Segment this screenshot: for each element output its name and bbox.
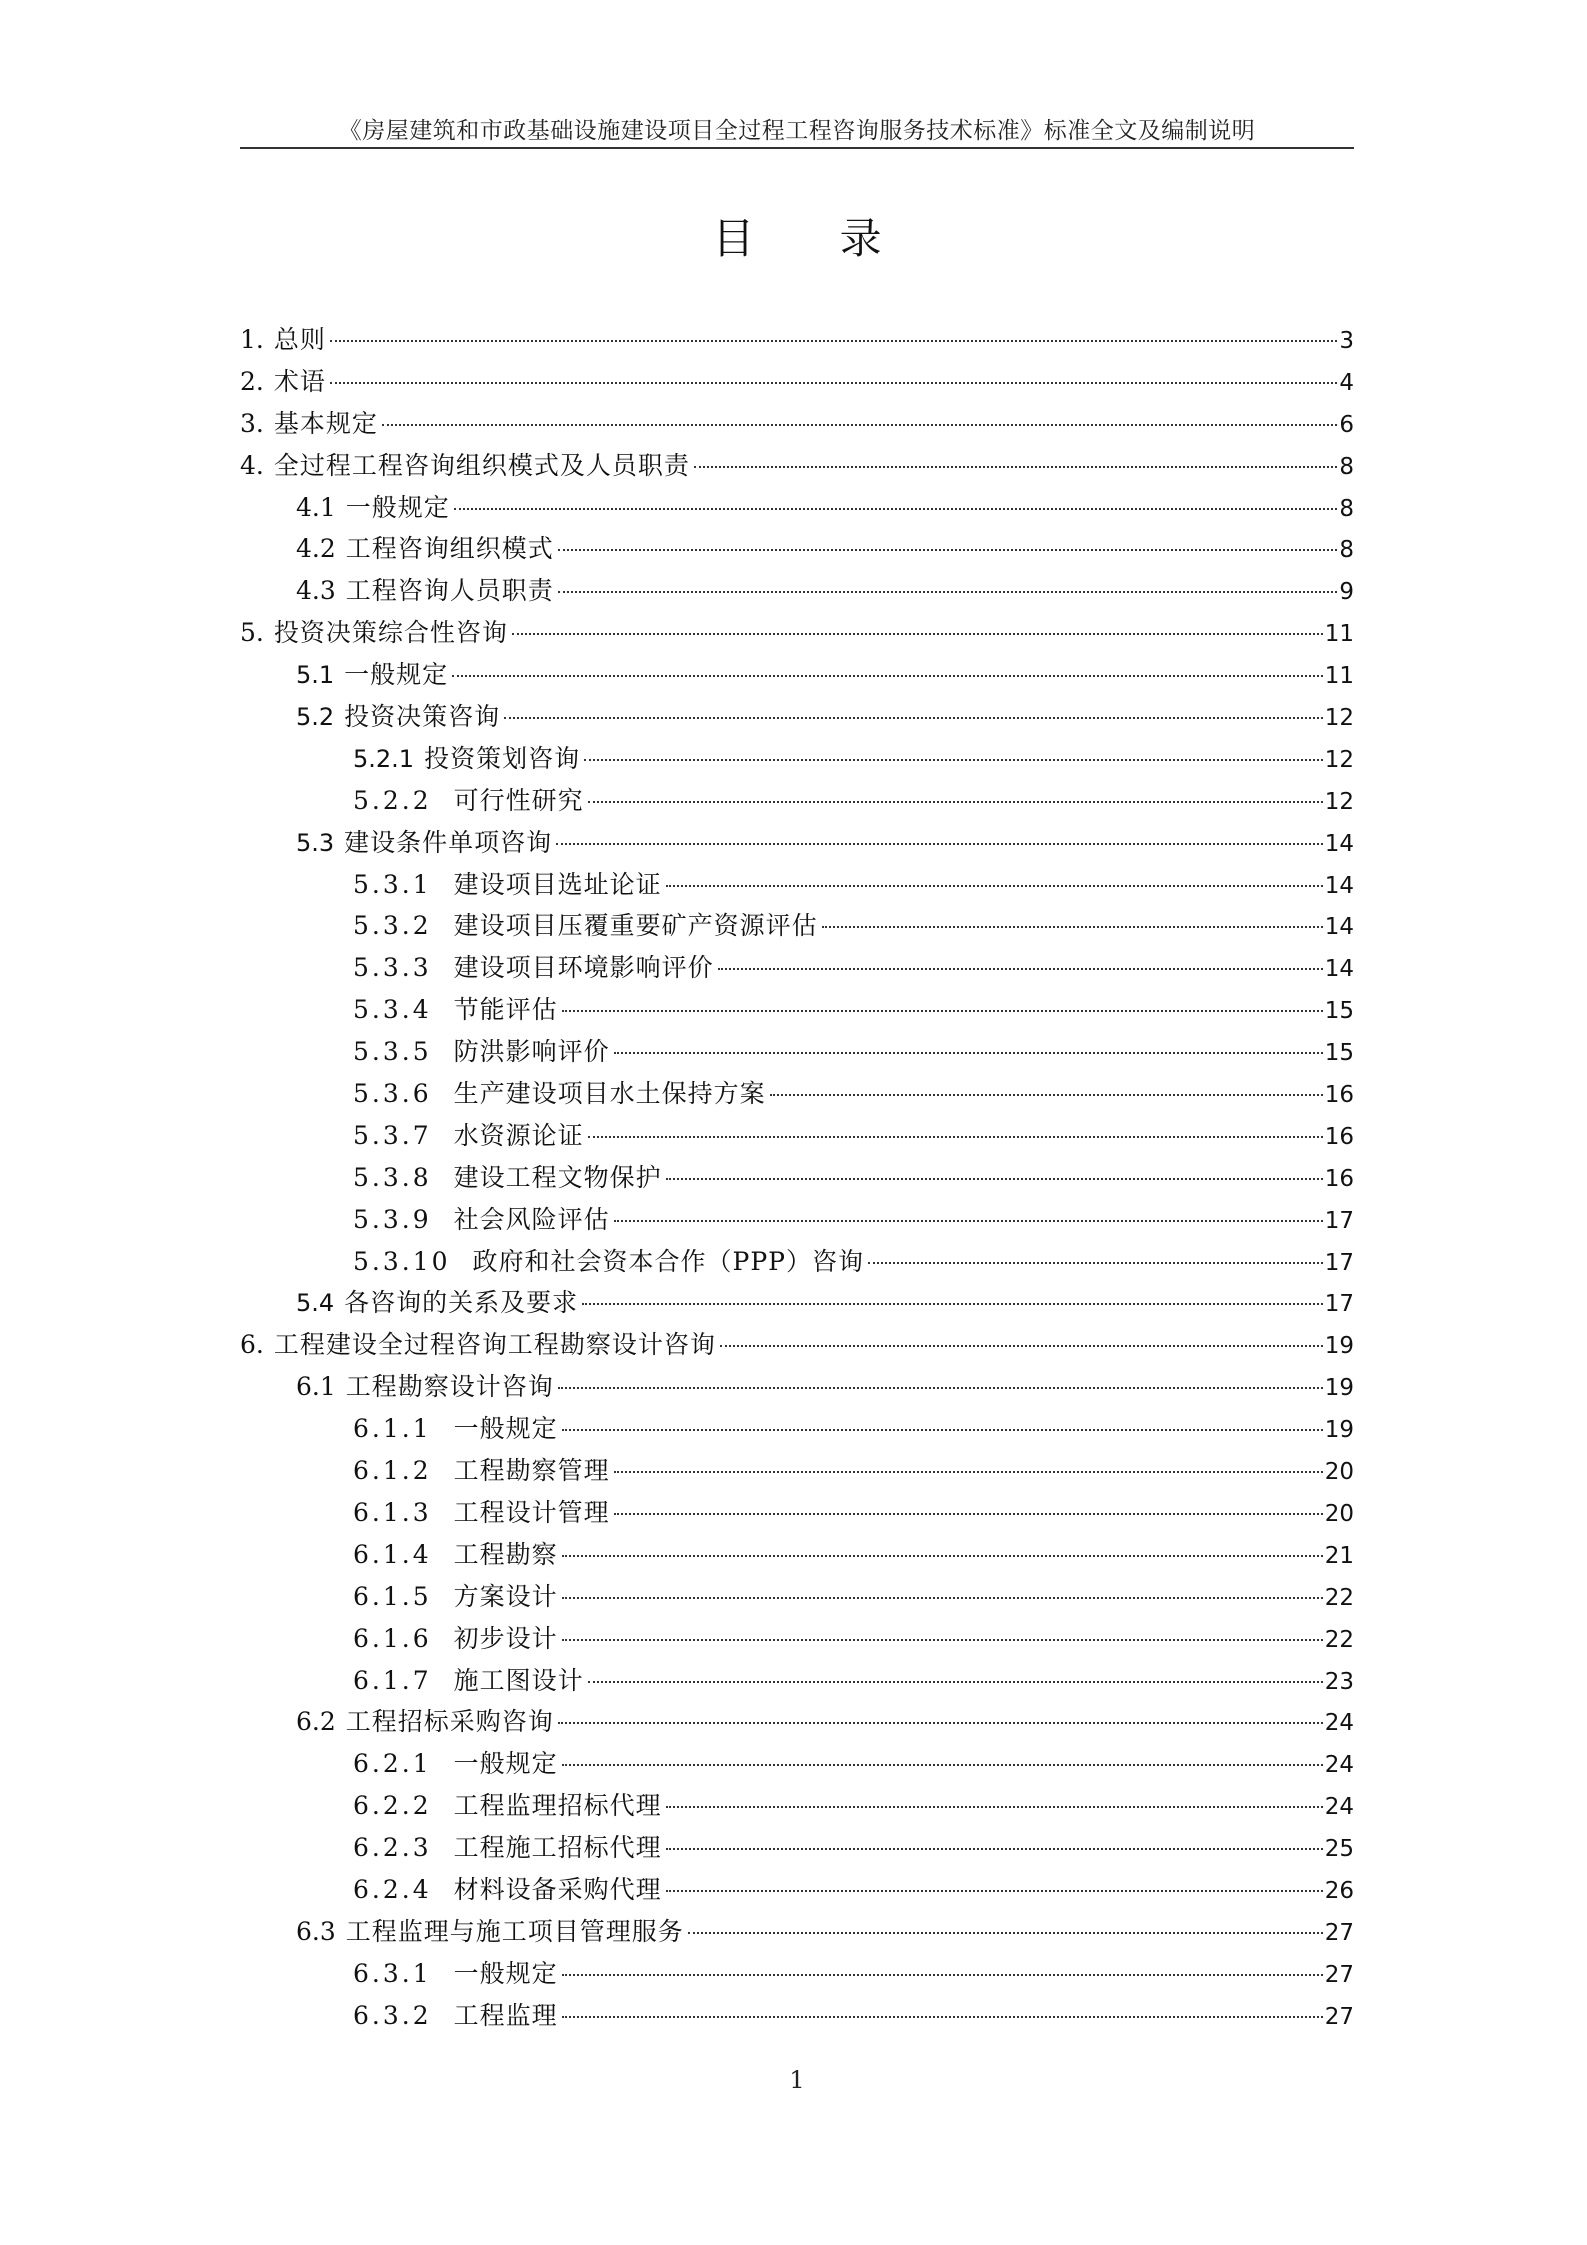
toc-number: 6.1 [296, 1372, 336, 1402]
dot-leader [558, 1387, 1323, 1389]
dot-leader [770, 1094, 1323, 1096]
toc-label: 水资源论证 [453, 1120, 584, 1150]
toc-entry[interactable] [240, 654, 1354, 696]
toc-entry[interactable] [240, 1660, 1354, 1702]
toc-page: 15 [1324, 1040, 1354, 1067]
toc-number: 5.3.8 [353, 1162, 432, 1192]
dot-leader [558, 591, 1338, 593]
toc-entry[interactable] [240, 1827, 1354, 1869]
toc-page: 17 [1324, 1291, 1354, 1318]
toc-label: 一般规定 [344, 660, 449, 690]
toc-number: 4. [240, 450, 264, 480]
toc-number: 5.3.7 [353, 1120, 432, 1150]
dot-leader [562, 1429, 1323, 1431]
toc-label: 全过程工程咨询组织模式及人员职责 [273, 450, 690, 480]
toc-page: 25 [1324, 1836, 1354, 1863]
toc-label: 各咨询的关系及要求 [344, 1288, 579, 1318]
toc-number: 6.2.2 [353, 1791, 432, 1821]
dot-leader [562, 1639, 1323, 1641]
toc-number: 6. [240, 1330, 264, 1360]
toc-number: 6.1.7 [353, 1665, 432, 1695]
toc-label: 建设条件单项咨询 [344, 827, 553, 857]
toc-number: 6.3 [296, 1916, 336, 1946]
dot-leader [562, 1764, 1323, 1766]
toc-page: 20 [1324, 1459, 1354, 1486]
toc-number: 5.2 [296, 703, 335, 732]
toc-label: 工程勘察管理 [453, 1456, 610, 1486]
toc-page: 21 [1324, 1542, 1354, 1569]
toc-label: 节能评估 [453, 995, 558, 1025]
toc-number: 6.3.2 [353, 2000, 432, 2030]
toc-entry[interactable] [240, 1995, 1354, 2037]
table-of-contents [240, 319, 1354, 2037]
toc-entry[interactable] [240, 1408, 1354, 1450]
toc-label: 建设项目环境影响评价 [453, 953, 714, 983]
dot-leader [454, 508, 1338, 510]
toc-entry[interactable] [240, 1576, 1354, 1618]
dot-leader [382, 424, 1337, 426]
header-rule [240, 147, 1354, 149]
toc-label: 建设项目压覆重要矿产资源评估 [453, 911, 818, 941]
toc-page: 12 [1324, 705, 1354, 732]
toc-label: 政府和社会资本合作（PPP）咨询 [472, 1246, 864, 1276]
toc-page: 12 [1324, 788, 1354, 815]
toc-label: 可行性研究 [453, 785, 584, 815]
toc-page: 20 [1324, 1500, 1354, 1527]
dot-leader [614, 1471, 1323, 1473]
page-number: 1 [789, 2066, 805, 2094]
toc-page: 26 [1324, 1877, 1354, 1904]
toc-page: 11 [1324, 621, 1354, 648]
dot-leader [512, 633, 1323, 635]
dot-leader [688, 1932, 1323, 1934]
dot-leader [562, 1555, 1323, 1557]
toc-page: 17 [1324, 1249, 1354, 1276]
toc-entry[interactable] [240, 1031, 1354, 1073]
dot-leader [584, 759, 1323, 761]
toc-label: 建设项目选址论证 [453, 869, 662, 899]
toc-number: 6.3.1 [353, 1958, 432, 1988]
dot-leader [666, 885, 1323, 887]
toc-label: 施工图设计 [453, 1665, 584, 1695]
toc-entry[interactable] [240, 1157, 1354, 1199]
toc-entry[interactable] [240, 1869, 1354, 1911]
toc-label: 工程监理招标代理 [453, 1791, 662, 1821]
toc-label: 一般规定 [345, 492, 450, 522]
toc-page: 23 [1324, 1668, 1354, 1695]
toc-number: 6.1.1 [353, 1414, 432, 1444]
dot-leader [614, 1513, 1323, 1515]
dot-leader [588, 1681, 1323, 1683]
toc-page: 27 [1324, 1961, 1354, 1988]
toc-number: 4.1 [296, 492, 336, 522]
toc-number: 1. [240, 325, 264, 354]
toc-entry[interactable] [240, 905, 1354, 947]
dot-leader [588, 801, 1323, 803]
toc-label: 一般规定 [453, 1414, 558, 1444]
toc-label: 工程设计管理 [453, 1497, 610, 1527]
toc-number: 5.3.10 [353, 1246, 451, 1276]
toc-page: 12 [1324, 746, 1354, 773]
toc-entry[interactable] [240, 487, 1354, 529]
toc-entry[interactable] [240, 1073, 1354, 1115]
toc-page: 6 [1339, 411, 1354, 438]
toc-page: 27 [1324, 1919, 1354, 1946]
toc-entry[interactable] [240, 319, 1354, 361]
toc-label: 工程勘察 [453, 1539, 558, 1569]
dot-leader [614, 1220, 1323, 1222]
dot-leader [562, 1597, 1323, 1599]
toc-page: 14 [1324, 956, 1354, 983]
dot-leader [452, 675, 1323, 677]
toc-page: 27 [1324, 2003, 1354, 2030]
toc-label: 初步设计 [453, 1623, 558, 1653]
toc-entry[interactable] [240, 696, 1354, 738]
toc-label: 工程咨询组织模式 [345, 534, 554, 564]
toc-label: 工程监理与施工项目管理服务 [345, 1916, 684, 1946]
toc-label: 一般规定 [453, 1749, 558, 1779]
toc-number: 5.1 [296, 661, 335, 690]
toc-label: 总则 [273, 325, 326, 354]
toc-page: 22 [1324, 1626, 1354, 1653]
running-header: 《房屋建筑和市政基础设施建设项目全过程工程咨询服务技术标准》标准全文及编制说明 [338, 118, 1256, 144]
toc-number: 6.1.4 [353, 1539, 432, 1569]
dot-leader [562, 2016, 1323, 2018]
toc-entry[interactable] [240, 570, 1354, 612]
toc-entry[interactable] [240, 361, 1354, 403]
dot-leader [582, 1303, 1323, 1305]
dot-leader [666, 1806, 1323, 1808]
dot-leader [822, 926, 1323, 928]
toc-entry[interactable] [240, 989, 1354, 1031]
toc-number: 2. [240, 366, 264, 396]
toc-label: 工程招标采购咨询 [345, 1707, 554, 1737]
dot-leader [614, 1052, 1323, 1054]
dot-leader [588, 1136, 1323, 1138]
toc-entry[interactable] [240, 1366, 1354, 1408]
toc-number: 5.3.3 [353, 953, 432, 983]
toc-label: 投资决策综合性咨询 [273, 618, 508, 648]
toc-page: 3 [1339, 328, 1354, 354]
toc-entry[interactable] [240, 528, 1354, 570]
toc-page: 4 [1339, 369, 1354, 396]
toc-page: 16 [1324, 1123, 1354, 1150]
toc-label: 一般规定 [453, 1958, 558, 1988]
toc-page: 8 [1339, 495, 1354, 522]
dot-leader [666, 1890, 1323, 1892]
toc-number: 6.2.1 [353, 1749, 432, 1779]
toc-number: 6.1.2 [353, 1456, 432, 1486]
toc-entry[interactable] [240, 1282, 1354, 1324]
toc-number: 6.1.6 [353, 1623, 432, 1653]
dot-leader [562, 1974, 1323, 1976]
toc-number: 5.2.1 [353, 744, 415, 773]
toc-number: 5.3.6 [353, 1079, 432, 1109]
toc-entry[interactable] [240, 445, 1354, 487]
toc-label: 方案设计 [453, 1581, 558, 1611]
toc-entry[interactable] [240, 1492, 1354, 1534]
toc-entry[interactable] [240, 1911, 1354, 1953]
toc-number: 6.1.5 [353, 1581, 432, 1611]
toc-page: 19 [1324, 1375, 1354, 1402]
toc-label: 工程勘察设计咨询 [345, 1372, 554, 1402]
toc-entry[interactable] [240, 1115, 1354, 1157]
toc-label: 术语 [273, 366, 326, 396]
toc-number: 4.3 [296, 576, 336, 606]
toc-label: 工程咨询人员职责 [345, 576, 554, 606]
dot-leader [558, 549, 1338, 551]
toc-label: 社会风险评估 [453, 1204, 610, 1234]
toc-entry[interactable] [240, 738, 1354, 780]
toc-entry[interactable] [240, 1534, 1354, 1576]
dot-leader [556, 843, 1323, 845]
toc-entry[interactable] [240, 822, 1354, 864]
toc-page: 16 [1324, 1165, 1354, 1192]
toc-number: 3. [240, 408, 264, 438]
toc-entry[interactable] [240, 1785, 1354, 1827]
toc-number: 6.2 [296, 1707, 336, 1737]
page-title: 目 录 [712, 214, 918, 263]
dot-leader [694, 466, 1337, 468]
toc-page: 14 [1324, 872, 1354, 899]
toc-page: 19 [1324, 1333, 1354, 1360]
toc-entry[interactable] [240, 612, 1354, 654]
toc-entry[interactable] [240, 1450, 1354, 1492]
toc-label: 建设工程文物保护 [453, 1162, 662, 1192]
toc-number: 5.3.5 [353, 1037, 432, 1067]
toc-label: 生产建设项目水土保持方案 [453, 1079, 766, 1109]
toc-page: 8 [1339, 453, 1354, 480]
toc-page: 15 [1324, 998, 1354, 1025]
toc-label: 工程建设全过程咨询工程勘察设计咨询 [273, 1330, 716, 1360]
toc-entry[interactable] [240, 1743, 1354, 1785]
toc-label: 投资决策咨询 [344, 702, 501, 732]
toc-entry[interactable] [240, 1701, 1354, 1743]
toc-page: 11 [1324, 663, 1354, 690]
toc-page: 14 [1324, 830, 1354, 857]
toc-label: 工程施工招标代理 [453, 1833, 662, 1863]
toc-number: 6.2.4 [353, 1874, 432, 1904]
dot-leader [330, 382, 1337, 384]
toc-number: 5.3 [296, 828, 335, 857]
dot-leader [562, 1010, 1323, 1012]
dot-leader [504, 717, 1323, 719]
toc-page: 17 [1324, 1207, 1354, 1234]
toc-page: 19 [1324, 1417, 1354, 1444]
toc-page: 14 [1324, 914, 1354, 941]
dot-leader [330, 340, 1337, 342]
toc-number: 5. [240, 618, 264, 648]
toc-entry[interactable] [240, 1618, 1354, 1660]
toc-page: 9 [1339, 579, 1354, 606]
dot-leader [666, 1178, 1323, 1180]
toc-label: 工程监理 [453, 2000, 558, 2030]
dot-leader [718, 968, 1323, 970]
toc-entry[interactable] [240, 780, 1354, 822]
dot-leader [558, 1722, 1323, 1724]
toc-entry[interactable] [240, 403, 1354, 445]
toc-label: 投资策划咨询 [424, 743, 581, 773]
toc-entry[interactable] [240, 1953, 1354, 1995]
toc-page: 22 [1324, 1584, 1354, 1611]
toc-entry[interactable] [240, 1241, 1354, 1283]
toc-number: 5.3.9 [353, 1204, 432, 1234]
toc-number: 5.4 [296, 1289, 335, 1318]
toc-label: 防洪影响评价 [453, 1037, 610, 1067]
toc-number: 6.2.3 [353, 1833, 432, 1863]
toc-number: 5.3.4 [353, 995, 432, 1025]
toc-page: 16 [1324, 1082, 1354, 1109]
toc-label: 材料设备采购代理 [453, 1874, 662, 1904]
toc-entry[interactable] [240, 1324, 1354, 1366]
toc-number: 5.3.1 [353, 869, 432, 899]
toc-page: 24 [1324, 1710, 1354, 1737]
toc-entry[interactable] [240, 864, 1354, 906]
toc-label: 基本规定 [273, 408, 378, 438]
dot-leader [666, 1848, 1323, 1850]
toc-entry[interactable] [240, 947, 1354, 989]
toc-number: 5.3.2 [353, 911, 432, 941]
toc-page: 24 [1324, 1752, 1354, 1779]
toc-number: 5.2.2 [353, 785, 432, 815]
dot-leader [720, 1345, 1323, 1347]
toc-number: 4.2 [296, 534, 336, 564]
toc-entry[interactable] [240, 1199, 1354, 1241]
dot-leader [868, 1262, 1323, 1264]
toc-page: 24 [1324, 1794, 1354, 1821]
toc-number: 6.1.3 [353, 1497, 432, 1527]
toc-page: 8 [1339, 537, 1354, 564]
